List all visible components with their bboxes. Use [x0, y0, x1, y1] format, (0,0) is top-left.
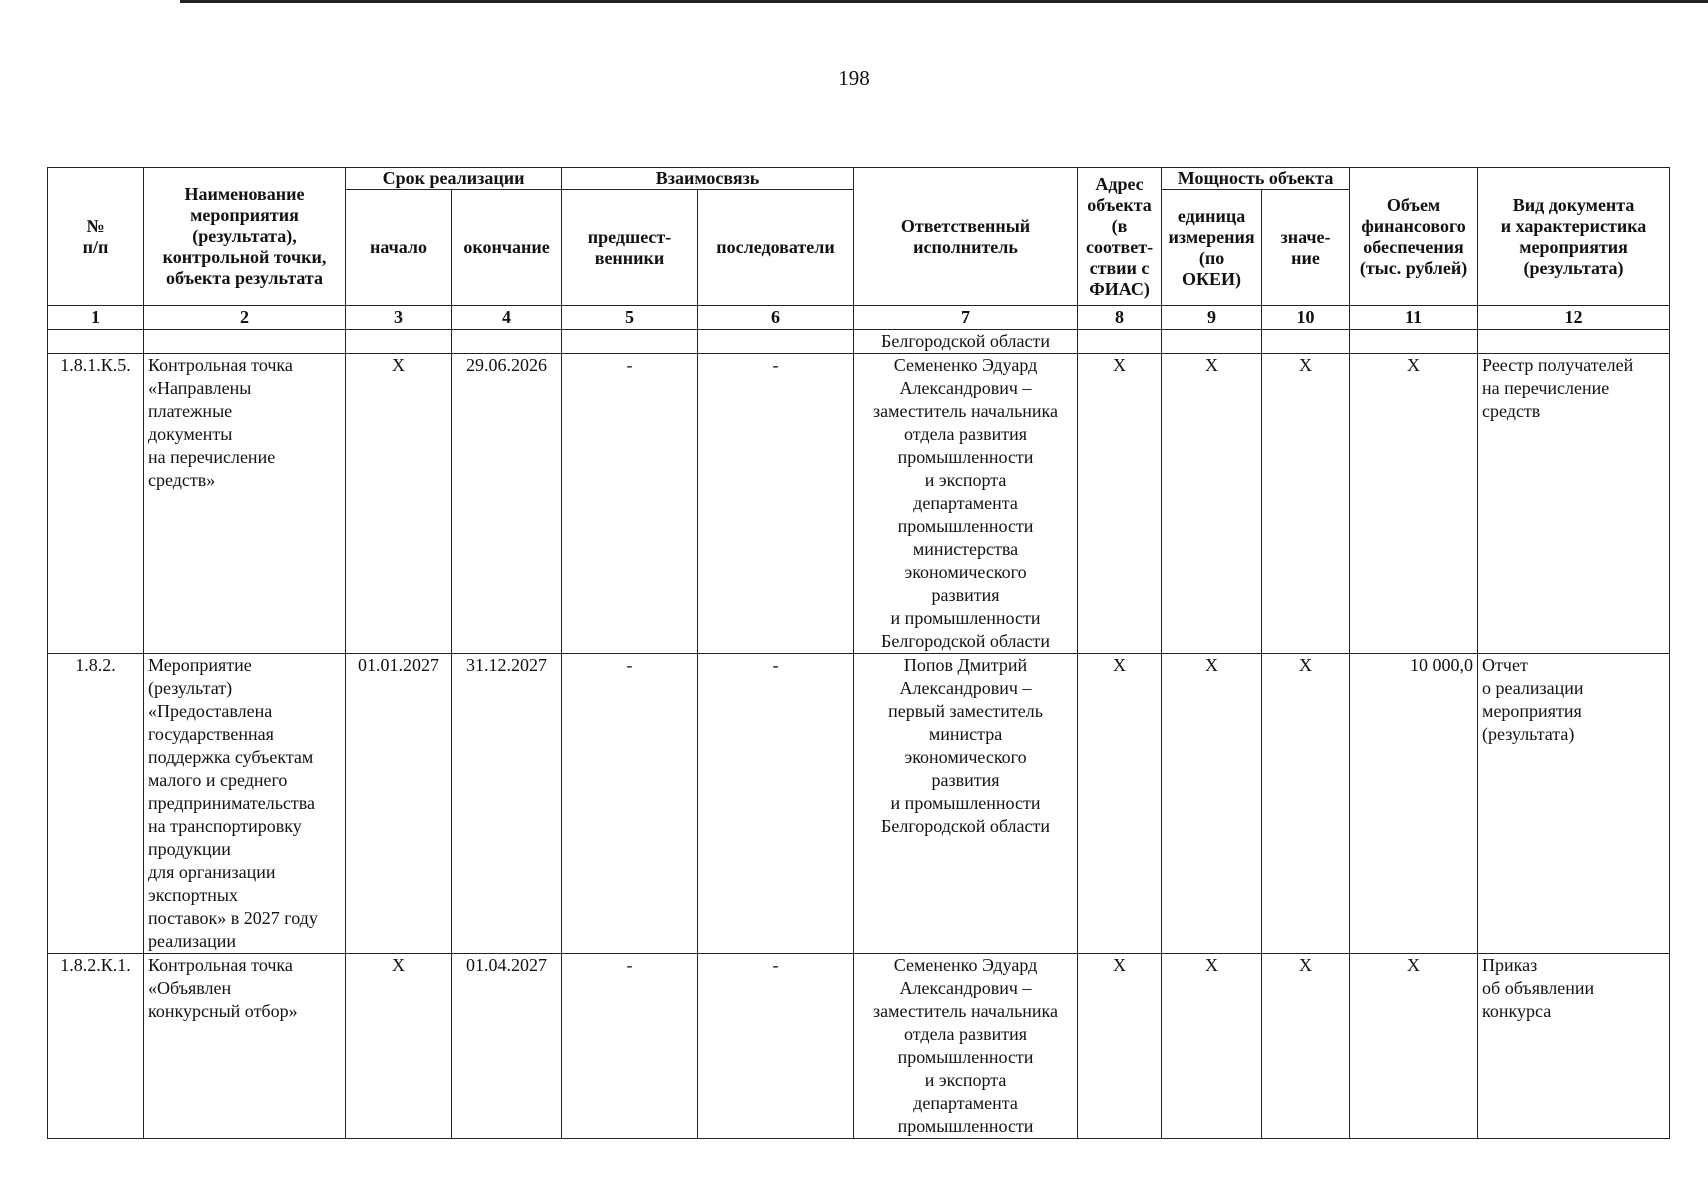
- row-number: 1.8.2.К.1.: [48, 954, 144, 1139]
- top-rule: [180, 0, 1708, 3]
- address-cell: Х: [1078, 954, 1162, 1139]
- continuation-row: [48, 330, 1670, 354]
- page-number: 198: [838, 66, 870, 90]
- header-term: Срок реализации: [346, 168, 562, 190]
- end-date: 29.06.2026: [452, 354, 562, 654]
- table-row: [48, 354, 1670, 654]
- table-row: [48, 654, 1670, 954]
- address-cell: Х: [1078, 354, 1162, 654]
- predecessors-cell: -: [562, 354, 698, 654]
- document-cell: Отчет о реализации мероприятия (результата): [1478, 654, 1670, 954]
- column-number: 5: [562, 306, 698, 330]
- event-name: Контрольная точка «Объявлен конкурсный отбор»: [144, 954, 346, 1139]
- header-unit: единица измерения (по ОКЕИ): [1162, 190, 1262, 306]
- header-successors: последователи: [698, 190, 854, 306]
- column-number: 12: [1478, 306, 1670, 330]
- column-number: 3: [346, 306, 452, 330]
- value-cell: Х: [1262, 354, 1350, 654]
- table-row: [48, 954, 1670, 1139]
- column-number: 11: [1350, 306, 1478, 330]
- successors-cell: -: [698, 354, 854, 654]
- successors-cell: -: [698, 654, 854, 954]
- start-date: Х: [346, 954, 452, 1139]
- address-cell: Х: [1078, 654, 1162, 954]
- column-number: 6: [698, 306, 854, 330]
- header-start: начало: [346, 190, 452, 306]
- unit-cell: Х: [1162, 354, 1262, 654]
- start-date: Х: [346, 354, 452, 654]
- column-number: 7: [854, 306, 1078, 330]
- document-cell: Реестр получателей на перечисление средств: [1478, 354, 1670, 654]
- unit-cell: Х: [1162, 654, 1262, 954]
- header-name: Наименование мероприятия (результата), контрольной точки, объекта результата: [144, 168, 346, 306]
- column-number: 1: [48, 306, 144, 330]
- header-no: № п/п: [48, 168, 144, 306]
- header-address: Адрес объекта (в соответ- ствии с ФИАС): [1078, 168, 1162, 306]
- column-number: 9: [1162, 306, 1262, 330]
- column-number: 4: [452, 306, 562, 330]
- row-number: 1.8.2.: [48, 654, 144, 954]
- executor-cell: Попов Дмитрий Александрович – первый заместитель министра экономического развития и промышленности Белгородской области: [854, 654, 1078, 954]
- executor-cell: Семененко Эдуард Александрович – заместитель начальника отдела развития промышленности и экспорта департамента промышленности министерства экономического развития и промышленности Белгородской области: [854, 354, 1078, 654]
- header-relation: Взаимосвязь: [562, 168, 854, 190]
- column-number: 8: [1078, 306, 1162, 330]
- header-executor: Ответственный исполнитель: [854, 168, 1078, 306]
- header-end: окончание: [452, 190, 562, 306]
- finance-cell: Х: [1350, 954, 1478, 1139]
- header-finance: Объем финансового обеспечения (тыс. рублей): [1350, 168, 1478, 306]
- start-date: 01.01.2027: [346, 654, 452, 954]
- event-name: Мероприятие (результат) «Предоставлена государственная поддержка субъектам малого и среднего предпринимательства на транспортировку продукции для организации экспортных поставок» в 2027 году реализации: [144, 654, 346, 954]
- document-cell: Приказ об объявлении конкурса: [1478, 954, 1670, 1139]
- executor-cell: Белгородской области: [854, 330, 1078, 354]
- end-date: 01.04.2027: [452, 954, 562, 1139]
- finance-cell: Х: [1350, 354, 1478, 654]
- column-number: 2: [144, 306, 346, 330]
- header-capacity: Мощность объекта: [1162, 168, 1350, 190]
- event-name: Контрольная точка «Направлены платежные документы на перечисление средств»: [144, 354, 346, 654]
- header-doc: Вид документа и характеристика мероприятия (результата): [1478, 168, 1670, 306]
- predecessors-cell: -: [562, 954, 698, 1139]
- column-number: 10: [1262, 306, 1350, 330]
- value-cell: Х: [1262, 954, 1350, 1139]
- end-date: 31.12.2027: [452, 654, 562, 954]
- header-value: значе- ние: [1262, 190, 1350, 306]
- row-number: 1.8.1.К.5.: [48, 354, 144, 654]
- predecessors-cell: -: [562, 654, 698, 954]
- unit-cell: Х: [1162, 954, 1262, 1139]
- successors-cell: -: [698, 954, 854, 1139]
- executor-cell: Семененко Эдуард Александрович – заместитель начальника отдела развития промышленности и экспорта департамента промышленности: [854, 954, 1078, 1139]
- plan-table: [47, 167, 1670, 1139]
- value-cell: Х: [1262, 654, 1350, 954]
- finance-cell: 10 000,0: [1350, 654, 1478, 954]
- header-predecessors: предшест- венники: [562, 190, 698, 306]
